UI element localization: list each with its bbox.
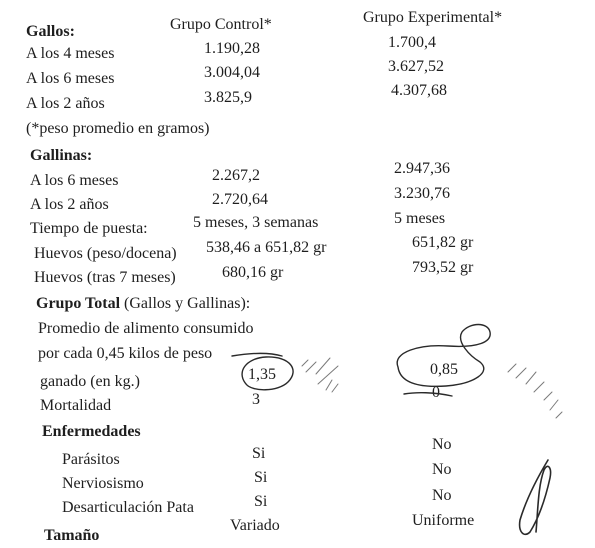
total-title-bold: Grupo Total xyxy=(36,295,121,312)
initials-mark-control xyxy=(302,358,338,392)
header-experimental: Grupo Experimental* xyxy=(363,9,503,26)
row-label: A los 2 años xyxy=(30,196,109,213)
cell-experimental: No xyxy=(432,487,452,504)
tamano-label: Tamaño xyxy=(44,527,100,544)
section-title-gallos: Gallos: xyxy=(26,23,75,40)
units-note: (*peso promedio en gramos) xyxy=(26,120,210,137)
row-label: A los 6 meses xyxy=(26,70,115,87)
pen-stroke-underline xyxy=(232,353,282,356)
row-label: Tiempo de puesta: xyxy=(30,220,148,237)
cell-control: 1.190,28 xyxy=(204,40,260,57)
tamano-experimental: Uniforme xyxy=(412,512,475,529)
feed-label-line1: Promedio de alimento consumido xyxy=(38,320,254,337)
feed-control-value: 1,35 xyxy=(248,366,276,383)
cell-experimental: 651,82 gr xyxy=(412,234,474,251)
tamano-control: Variado xyxy=(230,517,280,534)
row-label: Desarticulación Pata xyxy=(62,499,194,516)
cell-experimental: No xyxy=(432,461,452,478)
row-label: Huevos (tras 7 meses) xyxy=(34,269,176,286)
cell-experimental: 3.627,52 xyxy=(388,58,444,75)
cell-control: 680,16 gr xyxy=(222,264,284,281)
total-title-rest: (Gallos y Gallinas): xyxy=(120,295,251,312)
initials-mark-experimental xyxy=(508,364,562,418)
row-label: Nerviosismo xyxy=(62,475,144,492)
cell-experimental: 5 meses xyxy=(394,210,446,227)
cell-experimental: No xyxy=(432,436,452,453)
row-label: Huevos (peso/docena) xyxy=(34,245,177,262)
cell-experimental: 1.700,4 xyxy=(388,34,436,51)
mortality-label: Mortalidad xyxy=(40,397,112,414)
cell-control: 3.825,9 xyxy=(204,89,252,106)
cell-control: Si xyxy=(254,469,268,486)
pen-circle-control xyxy=(242,357,293,390)
cell-experimental: 4.307,68 xyxy=(391,82,447,99)
pen-strike-mortality xyxy=(404,393,452,396)
cell-control: Si xyxy=(254,493,268,510)
row-label: A los 6 meses xyxy=(30,172,119,189)
cell-control: 2.720,64 xyxy=(212,191,268,208)
mortality-experimental: 0 xyxy=(432,384,440,401)
feed-experimental-value: 0,85 xyxy=(430,361,458,378)
cell-experimental: 2.947,36 xyxy=(394,160,450,177)
feed-label-line2: por cada 0,45 kilos de peso xyxy=(38,345,213,362)
header-control: Grupo Control* xyxy=(170,16,272,33)
section-title-enfermedades: Enfermedades xyxy=(42,423,141,440)
row-label: Parásitos xyxy=(62,451,120,468)
cell-experimental: 793,52 gr xyxy=(412,259,474,276)
cell-control: 538,46 a 651,82 gr xyxy=(206,239,327,256)
cell-experimental: 3.230,76 xyxy=(394,185,450,202)
cell-control: Si xyxy=(252,445,266,462)
row-label: A los 2 años xyxy=(26,95,105,112)
signature-mark xyxy=(520,460,551,534)
mortality-control: 3 xyxy=(252,391,260,408)
cell-control: 5 meses, 3 semanas xyxy=(193,214,319,231)
feed-label-line3: ganado (en kg.) xyxy=(40,373,140,390)
cell-control: 3.004,04 xyxy=(204,64,260,81)
pen-circle-experimental xyxy=(397,325,490,387)
row-label: A los 4 meses xyxy=(26,45,115,62)
cell-control: 2.267,2 xyxy=(212,167,260,184)
section-title-gallinas: Gallinas: xyxy=(30,147,93,164)
